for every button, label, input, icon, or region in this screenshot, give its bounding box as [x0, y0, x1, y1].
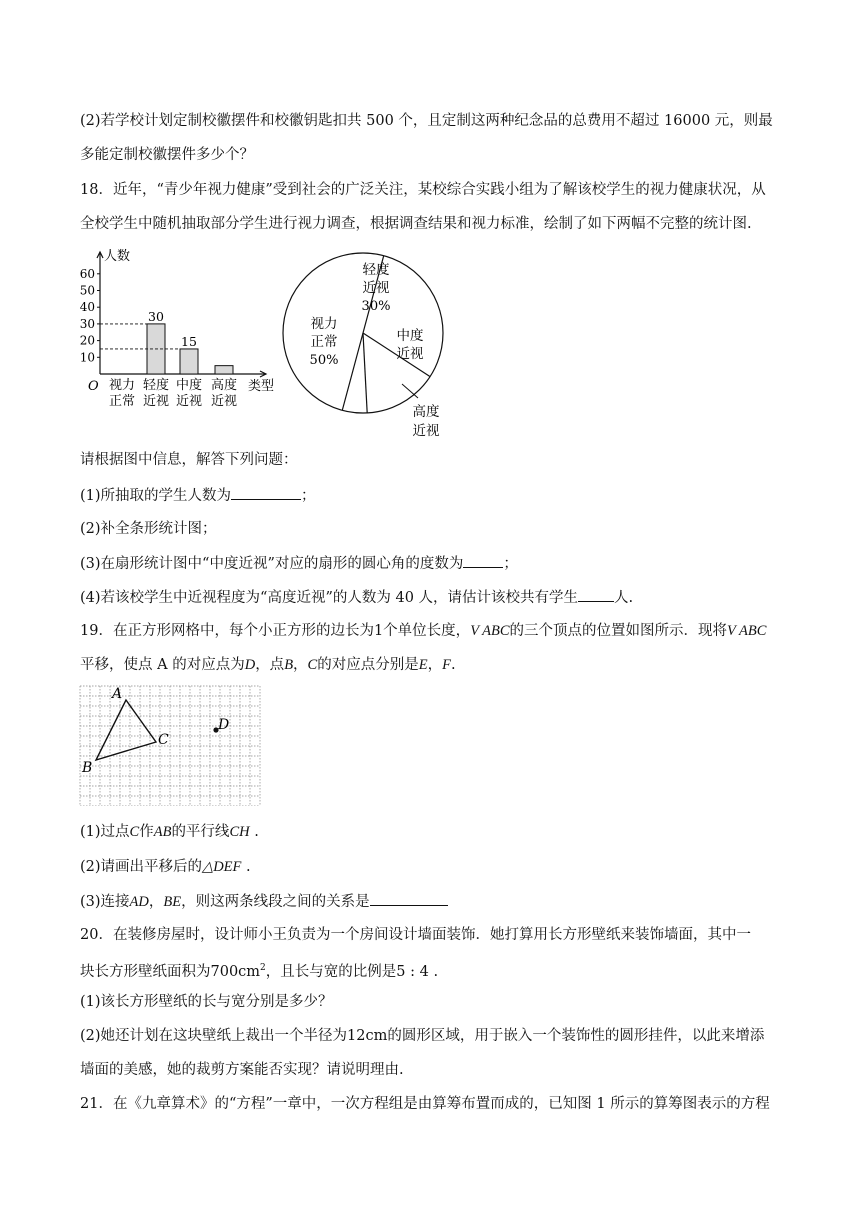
- q19-part2: [80, 857, 780, 877]
- pie-chart: [280, 236, 480, 442]
- q19-stem-line2: [80, 655, 780, 675]
- y-tick-label: 60: [79, 266, 95, 281]
- q19-l2d: 的对应点分别是: [317, 657, 419, 673]
- q17-part2-line1: (2)若学校计划定制校徽摆件和校徽钥匙扣共 500 个，且定制这两种纪念品的总费用不超过 16000 元，则最: [80, 113, 773, 129]
- q18-stem-line1: 18．近年，“青少年视力健康”受到社会的广泛关注，某校综合实践小组为了解该校学生的视力健康状况，从: [80, 182, 766, 198]
- q18-q1-end: ；: [301, 488, 316, 504]
- q18-stem-line2: 全校学生中随机抽取部分学生进行视力调查，根据调查结果和视力标准，绘制了如下两幅不完整的统计图.: [80, 216, 752, 232]
- q20-q2b: 的圆形区域，用于嵌入一个装饰性的圆形挂件，以此来增添: [387, 1028, 765, 1044]
- pie-slice-label: 近视: [412, 423, 440, 439]
- q18-q3-end: ；: [503, 556, 518, 572]
- bar-data-label: 30: [148, 308, 164, 324]
- q18-q1-text: (1)所抽取的学生人数为: [80, 488, 232, 504]
- x-tick-label: 轻度: [142, 378, 170, 393]
- x-tick-label: 正常: [108, 394, 136, 409]
- bar: [215, 366, 233, 374]
- triangle-abc: [96, 700, 156, 760]
- grid-label-a: A: [112, 686, 123, 702]
- y-tick-label: 20: [79, 333, 95, 348]
- q20-q2a: (2)她还计划在这块壁纸上裁出一个半径为: [80, 1028, 348, 1044]
- bar-data-label: 15: [181, 333, 197, 349]
- pie-slice-label: 中度: [396, 328, 424, 344]
- q19-p1-c: C: [129, 824, 140, 840]
- q18-question-1: [80, 485, 780, 506]
- q18-q4-end: 人.: [614, 590, 634, 606]
- y-tick-label: 10: [79, 350, 95, 365]
- q19-l2f: .: [450, 657, 456, 673]
- pie-slice-percent: 30%: [361, 299, 391, 314]
- bar-chart: [76, 238, 286, 420]
- q19-p2-tri: △DEF: [202, 859, 242, 875]
- x-tick-label: 高度: [210, 378, 238, 393]
- answer-blank-1[interactable]: [231, 485, 301, 500]
- q17-part2-line2: 多能定制校徽摆件多少个？: [80, 147, 254, 163]
- q20-q2-line1: [80, 1026, 780, 1046]
- grid-figure: [78, 684, 262, 806]
- q19-p2b: .: [241, 859, 251, 875]
- q19-p2a: (2)请画出平移后的: [80, 859, 203, 875]
- pie-leader-line: [402, 384, 418, 398]
- q20-line1: 20．在装修房屋时，设计师小王负责为一个房间设计墙面装饰．她打算用长方形壁纸来装饰墙面，其中一: [80, 927, 751, 943]
- q18-instruction: 请根据图中信息，解答下列问题：: [80, 452, 298, 468]
- q19-p1a: (1)过点: [80, 824, 130, 840]
- x-tick-label: 近视: [210, 394, 238, 409]
- q19-l2c: ，: [293, 657, 308, 673]
- q19-p3c: ，则这两条线段之间的关系是: [181, 894, 370, 910]
- q19-p3-be: BE: [163, 894, 182, 910]
- pie-slice-label: 正常: [310, 334, 338, 350]
- q18-q3-text: (3)在扇形统计图中“中度近视”对应的扇形的圆心角的度数为: [80, 556, 464, 572]
- q19-point-f: F: [442, 657, 451, 673]
- q19-p1d: .: [249, 824, 259, 840]
- pie-slice-boundary: [342, 333, 363, 410]
- pie-slice-percent: 50%: [309, 353, 339, 368]
- q20-l2c: .: [428, 963, 439, 980]
- bar: [180, 349, 198, 374]
- q20-l2b: ，且长与宽的比例是: [265, 963, 397, 980]
- answer-blank-4[interactable]: [578, 587, 614, 602]
- q19-stem-a: 19．在正方形网格中，每个小正方形的边长为1个单位长度，: [80, 623, 471, 639]
- pie-slice-label: 视力: [310, 316, 338, 332]
- q19-point-b: B: [284, 657, 294, 673]
- x-tick-label: 近视: [175, 394, 203, 409]
- q20-line2: [80, 958, 780, 982]
- grid-label-b: B: [82, 760, 93, 776]
- q18-question-2: (2)补全条形统计图；: [80, 521, 217, 537]
- pie-slice-label: 高度: [412, 404, 440, 420]
- q19-p3-ad: AD: [129, 894, 149, 910]
- y-tick-label: 40: [79, 300, 95, 315]
- q20-area-sup: 2: [260, 963, 266, 973]
- q19-point-c: C: [307, 657, 318, 673]
- y-axis-label: 人数: [104, 249, 131, 264]
- q19-l2a: 平移，使点 A 的对应点为: [80, 657, 245, 673]
- q19-p3a: (3)连接: [80, 894, 130, 910]
- q19-point-e: E: [418, 657, 428, 673]
- q19-l2b: ，点: [255, 657, 285, 673]
- q19-stem-line1: [80, 621, 780, 641]
- q19-triangle-2: V ABC: [727, 623, 767, 639]
- q19-stem-b: 的三个顶点的位置如图所示．现将: [509, 623, 728, 639]
- origin-label: O: [88, 379, 99, 394]
- pie-slice-label: 近视: [362, 280, 390, 296]
- q19-part1: [80, 822, 780, 842]
- x-tick-label: 中度: [175, 378, 203, 393]
- q20-ratio: 5 : 4: [396, 963, 429, 980]
- pie-slice-label: 近视: [396, 346, 424, 362]
- q19-p1c: 的平行线: [171, 824, 230, 840]
- q19-p1-ab: AB: [153, 824, 172, 840]
- y-tick-label: 50: [79, 283, 95, 298]
- q20-radius: 12cm: [347, 1028, 388, 1044]
- answer-blank-19-3[interactable]: [370, 891, 448, 906]
- q20-area: 700cm: [210, 963, 261, 980]
- grid-label-c: C: [158, 732, 169, 748]
- pie-slice-boundary: [363, 333, 367, 413]
- q19-point-d: D: [244, 657, 256, 673]
- answer-blank-3[interactable]: [463, 553, 503, 568]
- q19-p1b: 作: [139, 824, 154, 840]
- x-axis-label: 类型: [248, 379, 275, 394]
- q20-q2-line2: 墙面的美感，她的裁剪方案能否实现？请说明理由.: [80, 1062, 404, 1078]
- q21-line1: 21．在《九章算术》的“方程”一章中，一次方程组是由算筹布置而成的，已知图 1 所示的算筹图表示的方程: [80, 1096, 770, 1112]
- q19-l2e: ，: [427, 657, 443, 673]
- q19-p1-ch: CH: [229, 824, 250, 840]
- x-tick-label: 近视: [142, 394, 170, 409]
- q18-question-4: [80, 587, 780, 608]
- pie-slice-label: 轻度: [362, 262, 390, 278]
- y-tick-label: 30: [79, 316, 95, 331]
- grid-label-d: D: [218, 717, 230, 733]
- x-tick-label: 视力: [108, 378, 136, 393]
- q20-l2a: 块长方形壁纸面积为: [80, 963, 211, 980]
- q20-q1: (1)该长方形壁纸的长与宽分别是多少？: [80, 994, 333, 1010]
- q18-question-3: [80, 553, 780, 574]
- q19-triangle-1: V ABC: [470, 623, 510, 639]
- q18-q4-text: (4)若该校学生中近视程度为“高度近视”的人数为 40 人，请估计该校共有学生: [80, 590, 579, 606]
- q19-p3b: ，: [148, 894, 164, 910]
- q19-part3: [80, 891, 780, 912]
